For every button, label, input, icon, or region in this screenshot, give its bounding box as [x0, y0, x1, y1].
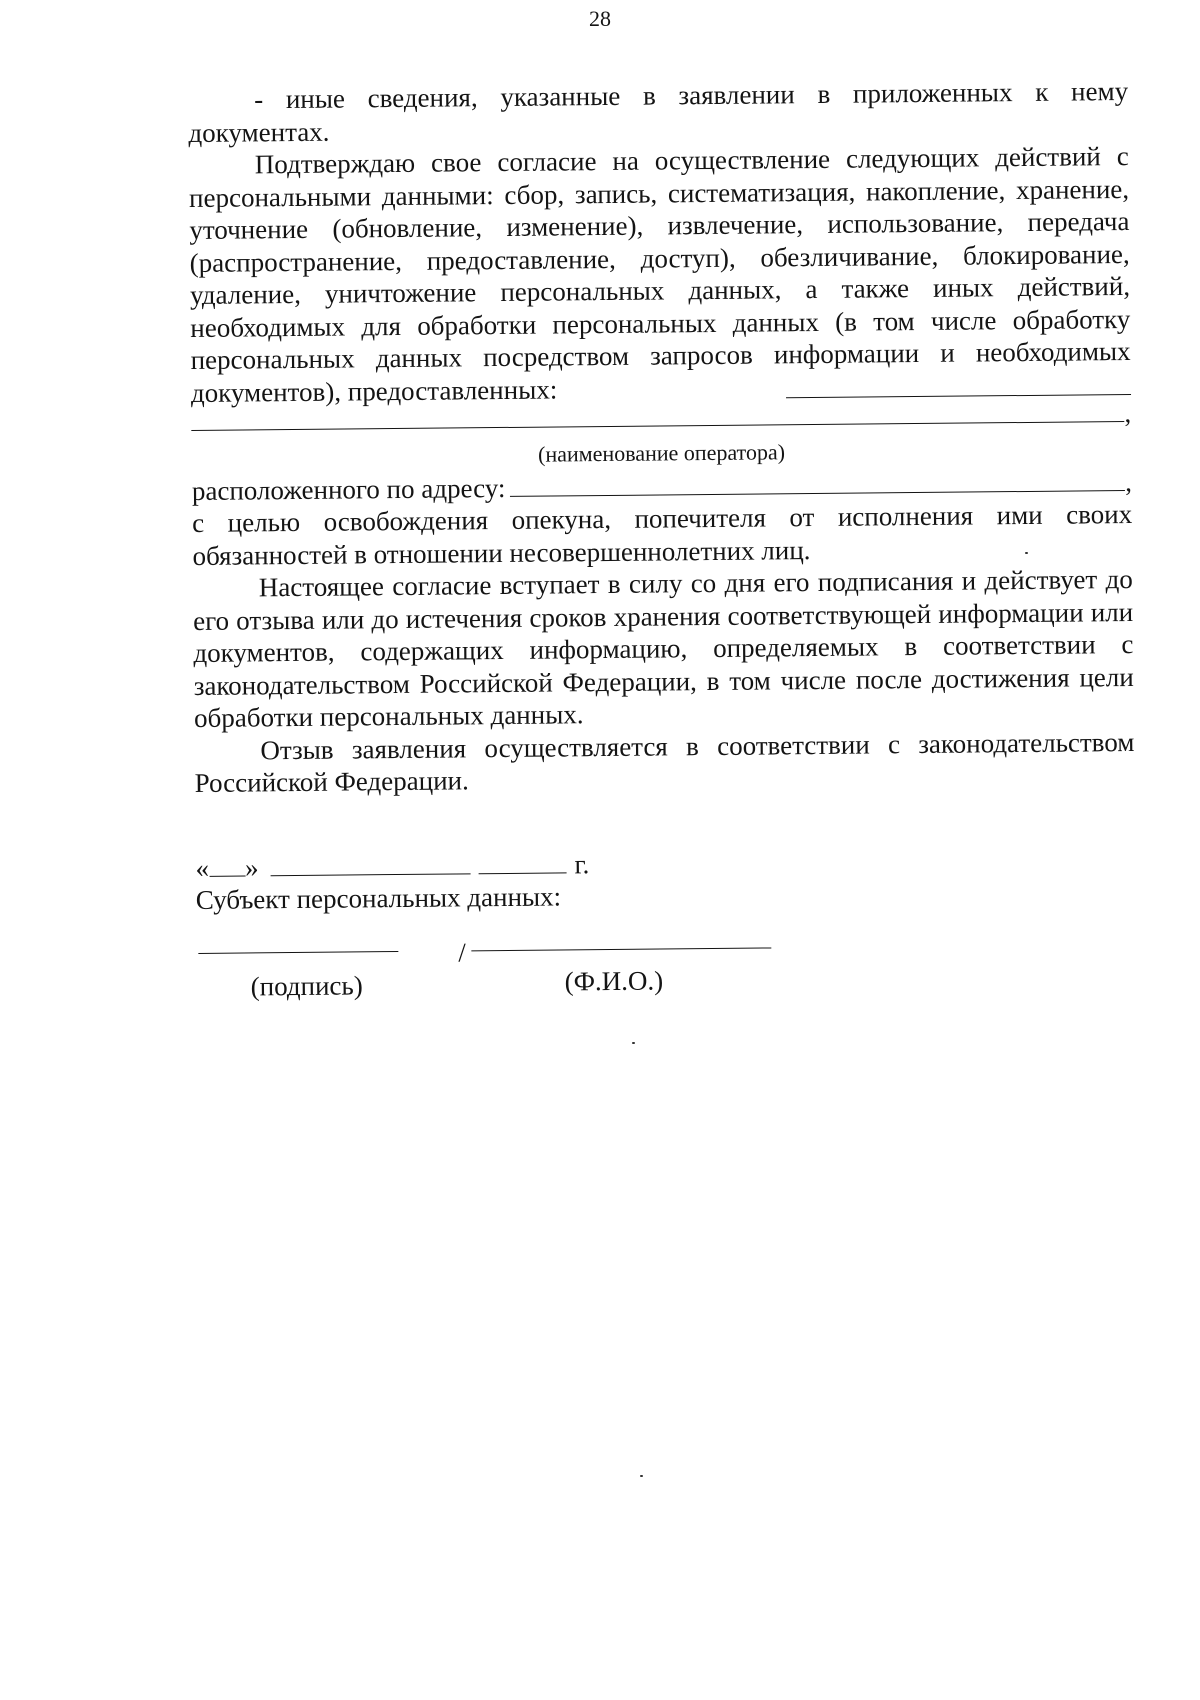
scan-speck — [632, 1042, 635, 1044]
signature-caption: (подпись) — [250, 969, 363, 1001]
year-suffix: г. — [574, 848, 590, 879]
date-close-quote: » — [244, 851, 259, 882]
document-body — [188, 75, 1137, 1020]
consent-actions-text: Подтверждаю свое согласие на осуществление следующих действий с персональными данными: сбор, запись, систематизация, накопление, хранение, уточнение (обновление, изменение), извлечение, использование, передача (распространение, предоставление, доступ), обезличивание, блокирование, удаление, уничтожение персональных данных, а также иных действий, необходимых для обработки персональных данных (в том числе обработку персональных данных посредством запросов информации и необходимых документов), предоставленных: — [188, 140, 1131, 408]
day-blank[interactable] — [209, 849, 245, 876]
address-label: расположенного по адресу: — [191, 472, 506, 506]
scan-speck — [640, 1475, 643, 1477]
year-blank[interactable] — [478, 846, 566, 874]
paragraph-other-info: - иные сведения, указанные в заявлении в приложенных к нему документах. — [188, 75, 1129, 148]
operator-comma: , — [1124, 397, 1132, 429]
date-open-quote: « — [195, 852, 210, 883]
address-blank[interactable] — [509, 464, 1125, 497]
paragraph-validity: Настоящее согласие вступает в силу со дня его подписания и действует до его отзыва или до истечения сроков хранения соответствующей информации или документов, содержащих информацию, определяемых в соответствии с законодательством Российской Федерации, в том числе после достижения цели обработки персональных данных. — [193, 563, 1134, 733]
signature-blank[interactable] — [198, 951, 398, 954]
month-blank[interactable] — [270, 847, 470, 876]
full-name-caption: (Ф.И.О.) — [564, 964, 664, 996]
operator-name-caption: (наименование оператора) — [537, 438, 786, 467]
address-comma: , — [1124, 466, 1133, 497]
paragraph-revocation: Отзыв заявления осуществляется в соответствии с законодательством Российской Федерации. — [194, 726, 1135, 798]
scan-speck — [1025, 552, 1028, 554]
signature-captions — [197, 964, 1137, 1020]
subject-label: Субъект персональных данных: — [195, 881, 562, 915]
signature-slash: / — [458, 936, 467, 967]
page-number: 28 — [589, 6, 611, 31]
paragraph-purpose: с целью освобождения опекуна, попечителя от исполнения ими своих обязанностей в отношении несовершеннолетних лиц. — [192, 498, 1133, 571]
operator-name-blank-1[interactable] — [786, 368, 1131, 398]
full-name-blank[interactable] — [471, 947, 771, 951]
